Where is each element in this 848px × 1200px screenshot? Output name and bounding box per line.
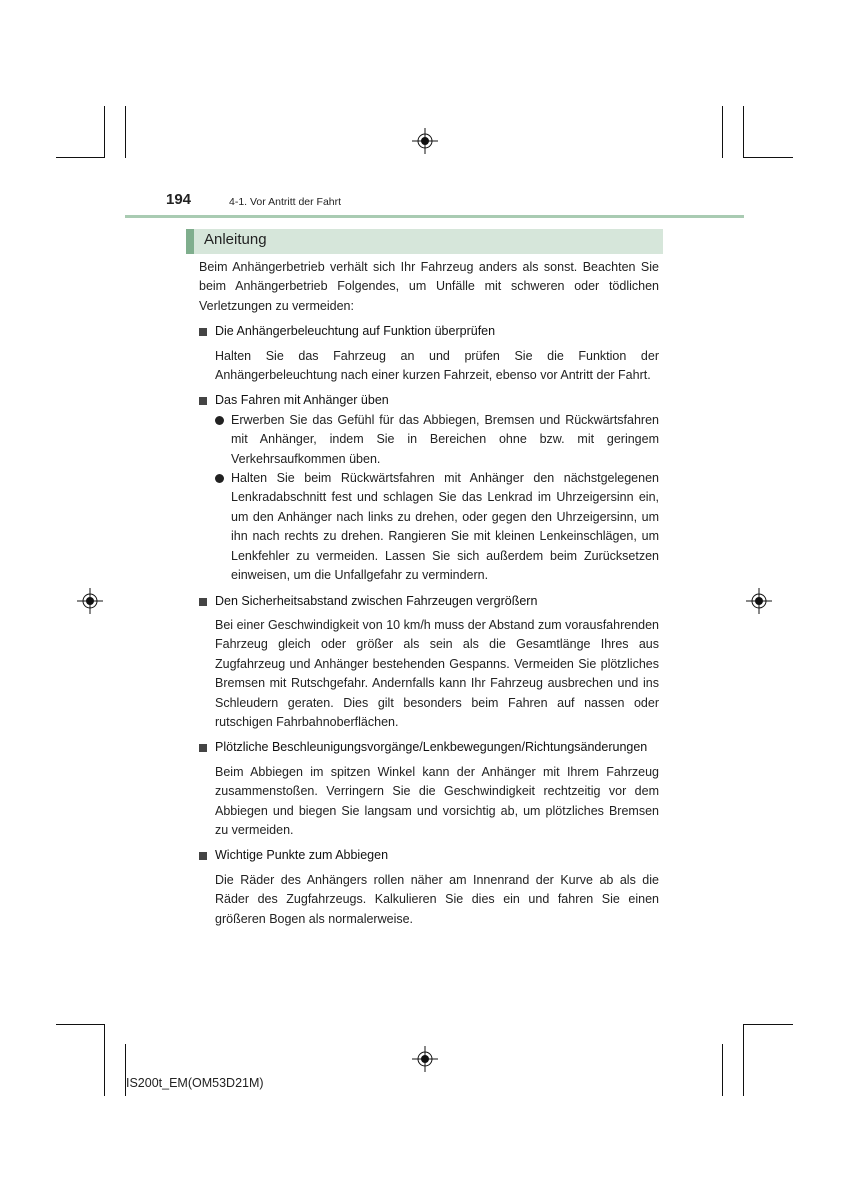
topic-title: Plötzliche Beschleunigungsvorgänge/Lenkbewegungen/Richtungsänderungen bbox=[215, 740, 648, 755]
square-bullet-icon bbox=[199, 328, 207, 336]
list-item bbox=[215, 411, 659, 469]
registration-mark-icon bbox=[412, 1046, 438, 1072]
crop-mark bbox=[125, 106, 126, 158]
crop-mark bbox=[743, 157, 793, 158]
registration-mark-icon bbox=[412, 128, 438, 154]
list-item-text: Halten Sie beim Rückwärtsfahren mit Anhänger den nächstgelegenen Lenkradabschnitt fest und schlagen Sie das Lenkrad im Uhrzeigersinn ein, um den Anhänger nach links zu drehen, oder gegen den Uhrzeigersinn, um ihn nach rechts zu drehen. Rangieren Sie mit kleinen Lenkeinschlägen, um Lenkfehler zu vermeiden. Lassen Sie sich außerdem beim Zurücksetzen einweisen, um die Unfallgefahr zu vermindern. bbox=[231, 471, 659, 583]
intro-paragraph: Beim Anhängerbetrieb verhält sich Ihr Fahrzeug anders als sonst. Beachten Sie beim Anhängerbetrieb Folgendes, um Unfälle mit schweren oder tödlichen Verletzungen zu vermeiden: bbox=[199, 260, 659, 313]
topic-heading bbox=[199, 391, 659, 410]
topic-body: Die Räder des Anhängers rollen näher am Innenrand der Kurve ab als die Räder des Zugfahrzeugs. Kalkulieren Sie dies ein und fahren Sie einen größeren Bogen als normalerweise. bbox=[215, 872, 659, 926]
crop-mark bbox=[743, 106, 744, 158]
section-content bbox=[199, 258, 659, 929]
round-bullet-icon bbox=[215, 474, 224, 483]
model-code: IS200t_EM(OM53D21M) bbox=[126, 1076, 264, 1090]
topic-heading bbox=[199, 738, 659, 757]
square-bullet-icon bbox=[199, 598, 207, 606]
crop-mark bbox=[743, 1024, 744, 1096]
section-title: Anleitung bbox=[204, 231, 267, 248]
topic-body: Bei einer Geschwindigkeit von 10 km/h muss der Abstand zum vorausfahrenden Fahrzeug gleich oder größer als sein als die Gesamtlänge Ihres aus Zugfahrzeug und Anhänger bestehenden Gespanns. Vermeiden Sie plötzliches Bremsen mit Rutschgefahr. Andernfalls kann Ihr Fahrzeug ausbrechen und ins Schleudern geraten. Dies gilt besonders beim Fahren auf nassen oder rutschigen Fahrbahnoberflächen. bbox=[215, 617, 659, 729]
square-bullet-icon bbox=[199, 744, 207, 752]
square-bullet-icon bbox=[199, 397, 207, 405]
square-bullet-icon bbox=[199, 852, 207, 860]
registration-mark-icon bbox=[746, 588, 772, 614]
crop-mark bbox=[104, 106, 105, 158]
crop-mark bbox=[722, 106, 723, 158]
section-heading bbox=[186, 229, 663, 254]
topic-heading bbox=[199, 322, 659, 341]
crop-mark bbox=[104, 1024, 105, 1096]
page-number: 194 bbox=[166, 191, 192, 208]
crop-mark bbox=[56, 157, 105, 158]
list-item bbox=[215, 469, 659, 585]
header-rule bbox=[125, 215, 744, 218]
topic-body: Beim Abbiegen im spitzen Winkel kann der Anhänger mit Ihrem Fahrzeug zusammenstoßen. Verringern Sie die Geschwindigkeit rechtzeitig vor dem Abbiegen und biegen Sie langsam und vorsichtig ab, um plötzliches Bremsen zu vermeiden. bbox=[215, 764, 659, 837]
crop-mark bbox=[743, 1024, 793, 1025]
bullet-list bbox=[215, 411, 659, 586]
list-item-text: Erwerben Sie das Gefühl für das Abbiegen, Bremsen und Rückwärtsfahren mit Anhänger, indem Sie in Bereichen ohne bzw. mit geringem Verkehrsaufkommen üben. bbox=[231, 412, 659, 466]
registration-mark-icon bbox=[77, 588, 103, 614]
topic-title: Den Sicherheitsabstand zwischen Fahrzeugen vergrößern bbox=[215, 593, 538, 608]
crop-mark bbox=[56, 1024, 105, 1025]
topic-heading bbox=[199, 846, 659, 865]
round-bullet-icon bbox=[215, 416, 224, 425]
crop-mark bbox=[722, 1044, 723, 1096]
topic-title: Die Anhängerbeleuchtung auf Funktion überprüfen bbox=[215, 324, 496, 339]
topic-title: Das Fahren mit Anhänger üben bbox=[215, 393, 389, 408]
topic-heading bbox=[199, 592, 659, 611]
topic-body: Halten Sie das Fahrzeug an und prüfen Sie die Funktion der Anhängerbeleuchtung nach einer kurzen Fahrzeit, ebenso vor Antritt der Fahrt. bbox=[215, 348, 659, 383]
topic-title: Wichtige Punkte zum Abbiegen bbox=[215, 848, 389, 863]
chapter-title: 4-1. Vor Antritt der Fahrt bbox=[229, 196, 342, 208]
